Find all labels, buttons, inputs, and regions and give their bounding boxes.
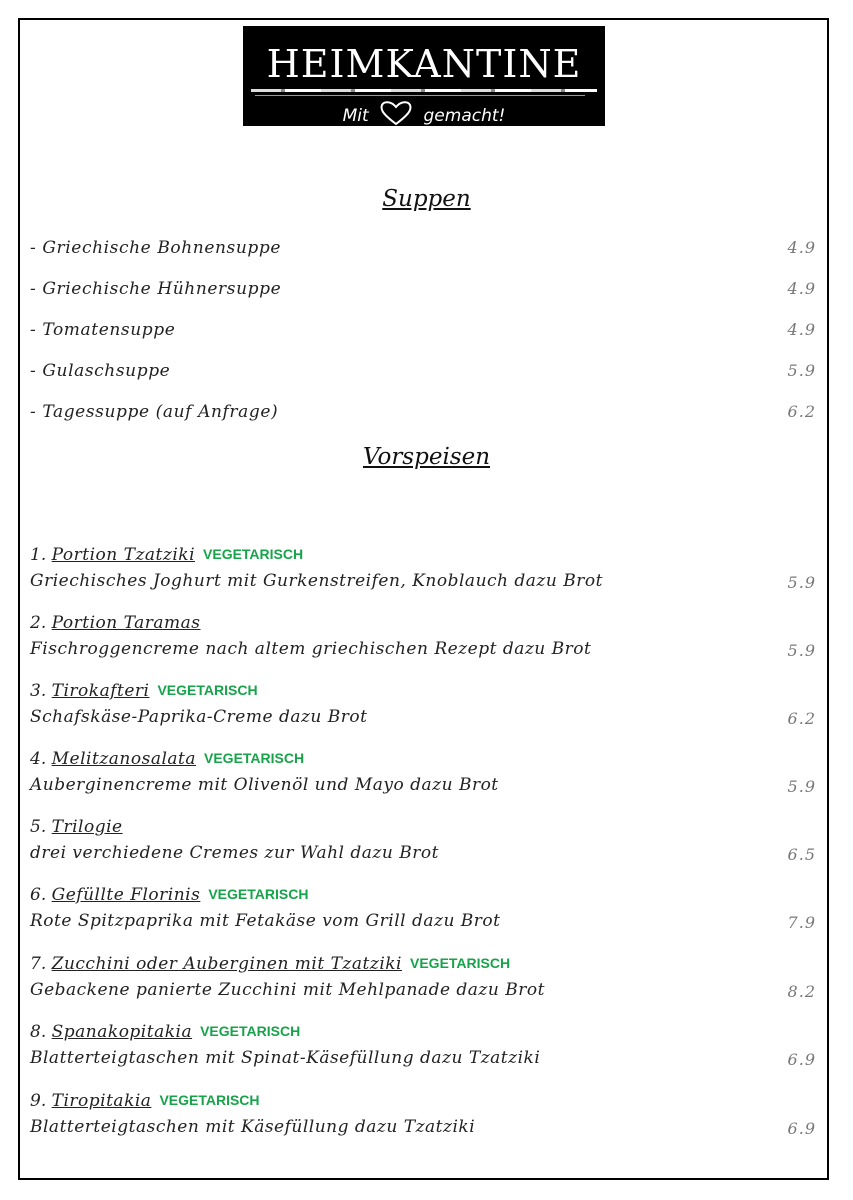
soup-price: 4.9 [787,238,816,257]
starter-title-line [30,545,303,565]
logo-tagline [243,100,605,126]
starter-price: 5.9 [787,641,816,660]
logo-rule-thin [255,95,585,96]
starter-title-line [30,954,510,974]
starter-number: 7. [30,954,47,974]
starter-title-line [30,1091,260,1111]
starter-name: Tirokafteri [51,681,150,701]
section-title-suppen: Suppen [382,186,471,212]
starter-name: Trilogie [51,817,123,837]
starter-name: Melitzanosalata [51,749,196,769]
soup-name: - Tomatensuppe [30,320,176,340]
tagline-after: gemacht! [423,106,506,126]
starter-number: 1. [30,545,47,565]
starter-number: 9. [30,1091,47,1111]
starter-item [30,954,816,1010]
starter-price: 8.2 [787,982,816,1001]
starter-price: 6.2 [787,709,816,728]
starter-price: 6.9 [787,1119,816,1138]
soup-row [30,320,816,344]
starter-title-line [30,817,123,837]
starter-item [30,1091,816,1147]
tagline-before: Mit [342,106,369,126]
starter-description: Blatterteigtaschen mit Spinat-Käsefüllung dazu Tzatziki [30,1048,541,1068]
starter-item [30,749,816,805]
starter-item [30,817,816,873]
vegetarian-badge: VEGETARISCH [159,1092,260,1108]
soup-name: - Tagessuppe (auf Anfrage) [30,402,279,422]
heimkantine-logo [243,26,605,126]
vegetarian-badge: VEGETARISCH [203,546,304,562]
starter-title-line [30,1022,300,1042]
starter-number: 2. [30,613,47,633]
starter-title-line [30,749,304,769]
starter-price: 5.9 [787,777,816,796]
starter-name: Tiropitakia [51,1091,152,1111]
section-title-vorspeisen: Vorspeisen [362,444,491,470]
soup-price: 4.9 [787,320,816,339]
soup-row [30,361,816,385]
starter-item [30,545,816,601]
soup-name: - Griechische Bohnensuppe [30,238,282,258]
starter-name: Spanakopitakia [51,1022,193,1042]
starter-title-line [30,613,201,633]
starter-number: 4. [30,749,47,769]
starter-description: Griechisches Joghurt mit Gurkenstreifen, Knoblauch dazu Brot [30,571,603,591]
starter-number: 3. [30,681,47,701]
starter-description: Gebackene panierte Zucchini mit Mehlpanade dazu Brot [30,980,545,1000]
starter-name: Portion Taramas [51,613,201,633]
logo-brand-text: HEIMKANTINE [266,42,582,86]
starter-price: 7.9 [787,913,816,932]
starter-title-line [30,681,258,701]
soup-row [30,279,816,303]
starter-description: Auberginencreme mit Olivenöl und Mayo dazu Brot [30,775,499,795]
vegetarian-badge: VEGETARISCH [204,750,305,766]
soup-row [30,402,816,426]
starter-number: 8. [30,1022,47,1042]
logo-rule [251,89,597,92]
vegetarian-badge: VEGETARISCH [208,886,309,902]
starter-item [30,613,816,669]
soup-name: - Griechische Hühnersuppe [30,279,282,299]
vegetarian-badge: VEGETARISCH [200,1023,301,1039]
starter-item [30,681,816,737]
soup-price: 4.9 [787,279,816,298]
starter-price: 6.5 [787,845,816,864]
starter-title-line [30,885,308,905]
starter-description: drei verchiedene Cremes zur Wahl dazu Brot [30,843,439,863]
soup-price: 5.9 [787,361,816,380]
soup-name: - Gulaschsuppe [30,361,171,381]
starter-item [30,885,816,941]
vegetarian-badge: VEGETARISCH [157,682,258,698]
starter-description: Rote Spitzpaprika mit Fetakäse vom Grill dazu Brot [30,911,501,931]
heart-outline-icon [374,106,423,126]
vegetarian-badge: VEGETARISCH [410,955,511,971]
starter-number: 6. [30,885,47,905]
starter-description: Schafskäse-Paprika-Creme dazu Brot [30,707,368,727]
soup-row [30,238,816,262]
starter-description: Fischroggencreme nach altem griechischen Rezept dazu Brot [30,639,592,659]
soup-price: 6.2 [787,402,816,421]
starter-item [30,1022,816,1078]
starter-price: 6.9 [787,1050,816,1069]
starter-price: 5.9 [787,573,816,592]
starter-name: Gefüllte Florinis [51,885,201,905]
starter-number: 5. [30,817,47,837]
starter-name: Zucchini oder Auberginen mit Tzatziki [51,954,402,974]
starter-description: Blatterteigtaschen mit Käsefüllung dazu Tzatziki [30,1117,476,1137]
starter-name: Portion Tzatziki [51,545,196,565]
